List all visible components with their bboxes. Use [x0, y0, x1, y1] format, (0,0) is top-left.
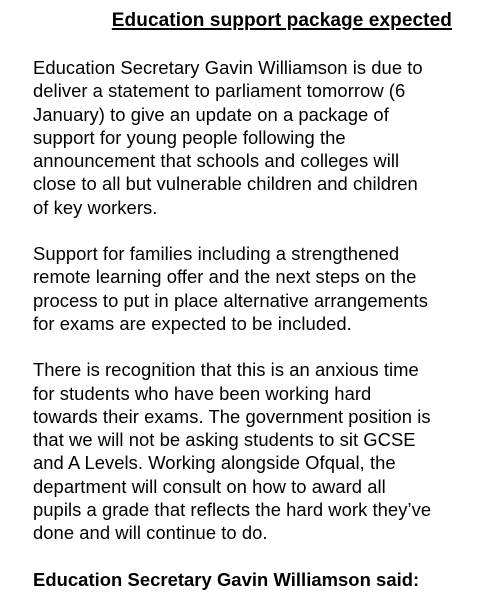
paragraph-line: Education Secretary Gavin Williamson is due to	[33, 57, 423, 78]
paragraph-line: that we will not be asking students to sit GCSE	[33, 429, 416, 451]
paragraph-line: and A Levels. Working alongside Ofqual, the	[33, 452, 396, 474]
paragraph-line: January) to give an update on a package of	[33, 103, 389, 125]
paragraph-line-partial: Education Secretary Gavin Williamson said:	[33, 568, 420, 590]
paragraph-line: for exams are expected to be included.	[33, 312, 352, 334]
paragraph-line: deliver a statement to parliament tomorrow (6	[33, 80, 406, 102]
paragraph-line: for students who have been working hard	[33, 382, 372, 404]
paragraph-line: department will consult on how to award all	[33, 475, 386, 497]
paragraph-2	[33, 242, 473, 335]
paragraph-line: There is recognition that this is an anxious time	[33, 359, 419, 381]
paragraph-line: remote learning offer and the next steps on the	[33, 266, 417, 288]
paragraph-line: done and will continue to do.	[33, 522, 268, 544]
document-body	[33, 56, 473, 600]
paragraph-1	[33, 56, 473, 219]
paragraph-line: pupils a grade that reflects the hard work they’ve	[33, 499, 432, 521]
paragraph-line: Support for families including a strengthened	[33, 243, 400, 265]
paragraph-line: process to put in place alternative arrangements	[33, 289, 428, 311]
paragraph-line: close to all but vulnerable children and children	[33, 173, 418, 195]
document-title: Education support package expected	[111, 10, 452, 31]
partial-paragraph	[33, 568, 473, 591]
paragraph-line: towards their exams. The government position is	[33, 405, 431, 427]
paragraph-line: announcement that schools and colleges will	[33, 150, 400, 172]
paragraph-line: of key workers.	[33, 196, 158, 218]
paragraph-line: support for young people following the	[33, 126, 346, 148]
paragraph-3	[33, 358, 473, 544]
